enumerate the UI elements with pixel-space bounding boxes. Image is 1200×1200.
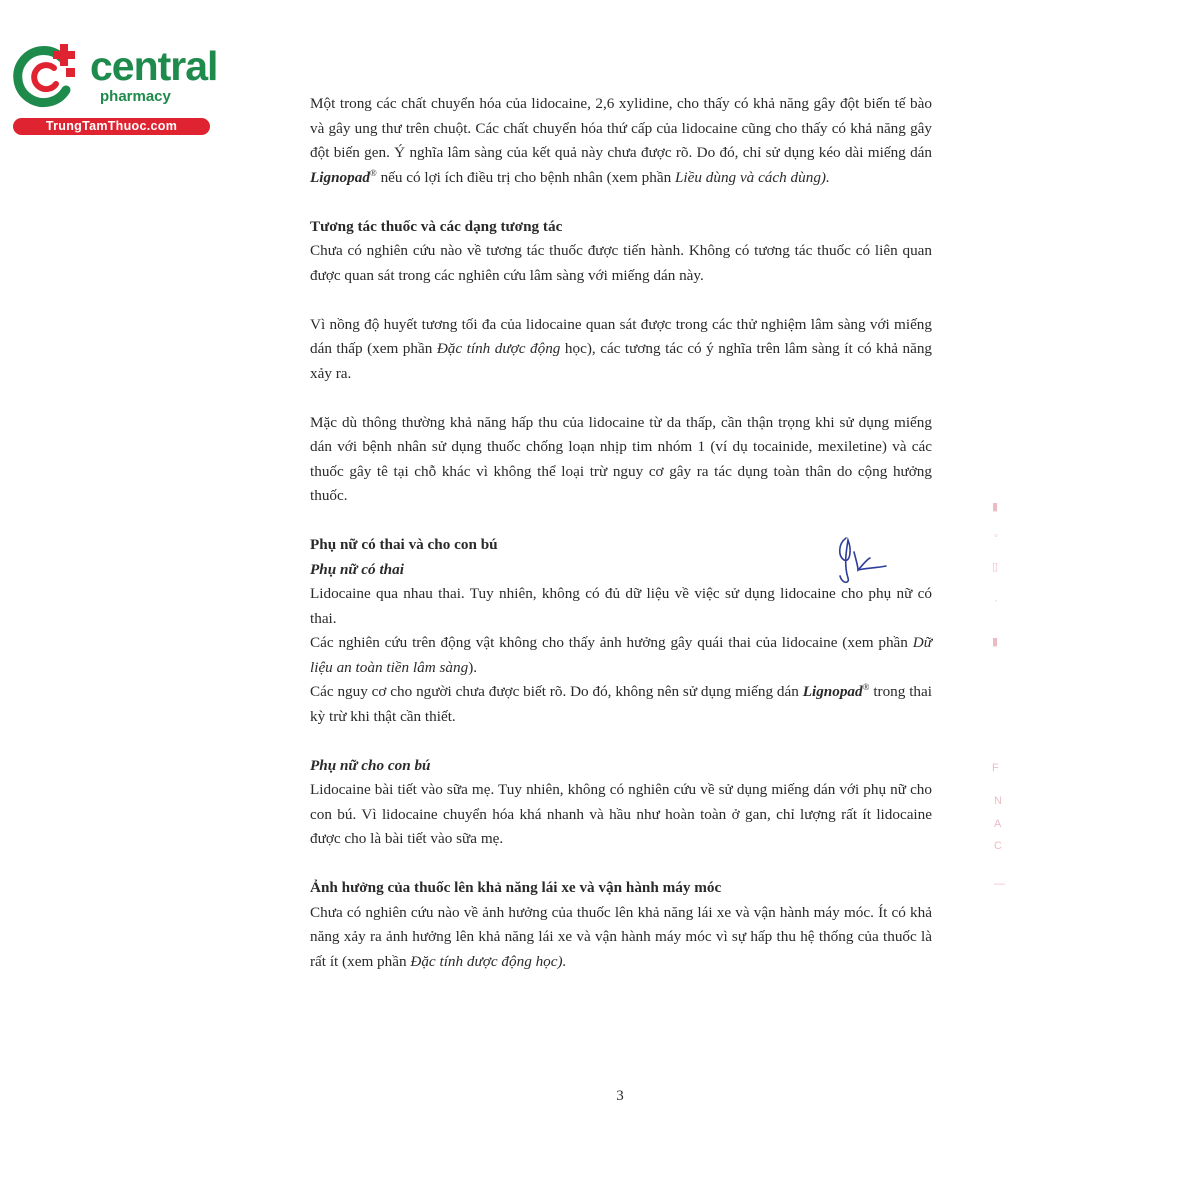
paragraph-breastfeeding: Lidocaine bài tiết vào sữa mẹ. Tuy nhiên, không có nghiên cứu về sử dụng miếng dán với phụ nữ cho con bú. Vì lidocaine chuyển hóa khá nhanh và hầu như hoàn toàn ở gan, chỉ lượng rất ít lidocaine được cho là bài tiết vào sữa mẹ.	[310, 781, 932, 847]
registered-mark: ®	[369, 167, 377, 178]
heading-interactions: Tương tác thuốc và các dạng tương tác	[310, 217, 563, 235]
paragraph-interactions-3: Mặc dù thông thường khả năng hấp thu của lidocaine từ da thấp, cần thận trọng khi sử dụng miếng dán với bệnh nhân sử dụng thuốc chống loạn nhịp tim nhóm 1 (ví dụ tocainide, mexiletine) và các thuốc gây tê tại chỗ khác vì không thể loại trừ nguy cơ gây ra tác dụng toàn thân do cộng hưởng thuốc.	[310, 413, 932, 504]
stamp-remnants: ▮ ◦ ▯ · ▮ F N A C —	[992, 501, 1005, 890]
paragraph-pregnancy-3: Các nguy cơ cho người chưa được biết rõ. Do đó, không nên sử dụng miếng dán Lignopad® trong thai kỳ trừ khi thật cần thiết.	[310, 682, 932, 725]
brand-name: Lignopad	[802, 683, 863, 700]
pharmacy-cross-logo-icon	[10, 38, 84, 112]
section-reference: Liều dùng và cách dùng).	[674, 168, 830, 186]
paragraph-pregnancy-1: Lidocaine qua nhau thai. Tuy nhiên, không có đủ dữ liệu về việc sử dụng lidocaine cho phụ nữ có thai.	[310, 585, 932, 627]
section-reference: Đặc tính dược động học).	[410, 952, 567, 970]
registered-mark: ®	[862, 682, 870, 692]
signature	[832, 530, 890, 586]
paragraph-metabolites: Một trong các chất chuyển hóa của lidocaine, 2,6 xylidine, cho thấy có khả năng gây đột biến tế bào và gây ung thư trên chuột. Các chất chuyển hóa thứ cấp của lidocaine cũng cho thấy có khả năng gây đột biến gen. Ý nghĩa lâm sàng của kết quả này chưa được rõ. Do đó, chỉ sử dụng kéo dài miếng dán Lignopad® nếu có lợi ích điều trị cho bệnh nhân (xem phần Liều dùng và cách dùng).	[310, 95, 932, 186]
subheading-breastfeeding: Phụ nữ cho con bú	[310, 756, 431, 774]
page-number: 3	[616, 1088, 624, 1104]
section-reference: Đặc tính dược động	[436, 340, 561, 357]
logo-website: TrungTamThuoc.com	[13, 118, 210, 135]
logo-name: central	[90, 43, 218, 89]
paragraph-pregnancy-2: Các nghiên cứu trên động vật không cho thấy ảnh hưởng gây quái thai của lidocaine (xem phần Dữ liệu an toàn tiền lâm sàng).	[310, 634, 932, 676]
paragraph-interactions-1: Chưa có nghiên cứu nào về tương tác thuốc được tiến hành. Không có tương tác thuốc có liên quan được quan sát trong các nghiên cứu lâm sàng với miếng dán này.	[310, 242, 932, 284]
section-reference: Dữ liệu an toàn tiền lâm sàng	[310, 634, 932, 676]
paragraph-driving: Chưa có nghiên cứu nào về ảnh hưởng của thuốc lên khả năng lái xe và vận hành máy móc. Ít có khả năng xảy ra ảnh hưởng lên khả năng lái xe và vận hành máy móc vì sự hấp thu hệ thống của thuốc là rất ít (xem phần Đặc tính dược động học).	[310, 903, 932, 970]
heading-pregnancy: Phụ nữ có thai và cho con bú	[310, 536, 498, 553]
heading-driving: Ảnh hưởng của thuốc lên khả năng lái xe và vận hành máy móc	[310, 879, 722, 896]
paragraph-interactions-2: Vì nồng độ huyết tương tối đa của lidocaine quan sát được trong các thử nghiệm lâm sàng với miếng dán thấp (xem phần Đặc tính dược động học), các tương tác có ý nghĩa trên lâm sàng ít có khả năng xảy ra.	[310, 315, 933, 382]
subheading-pregnant: Phụ nữ có thai	[310, 560, 404, 578]
logo	[10, 38, 220, 138]
brand-name: Lignopad	[310, 168, 370, 186]
logo-subtitle: pharmacy	[100, 88, 171, 105]
